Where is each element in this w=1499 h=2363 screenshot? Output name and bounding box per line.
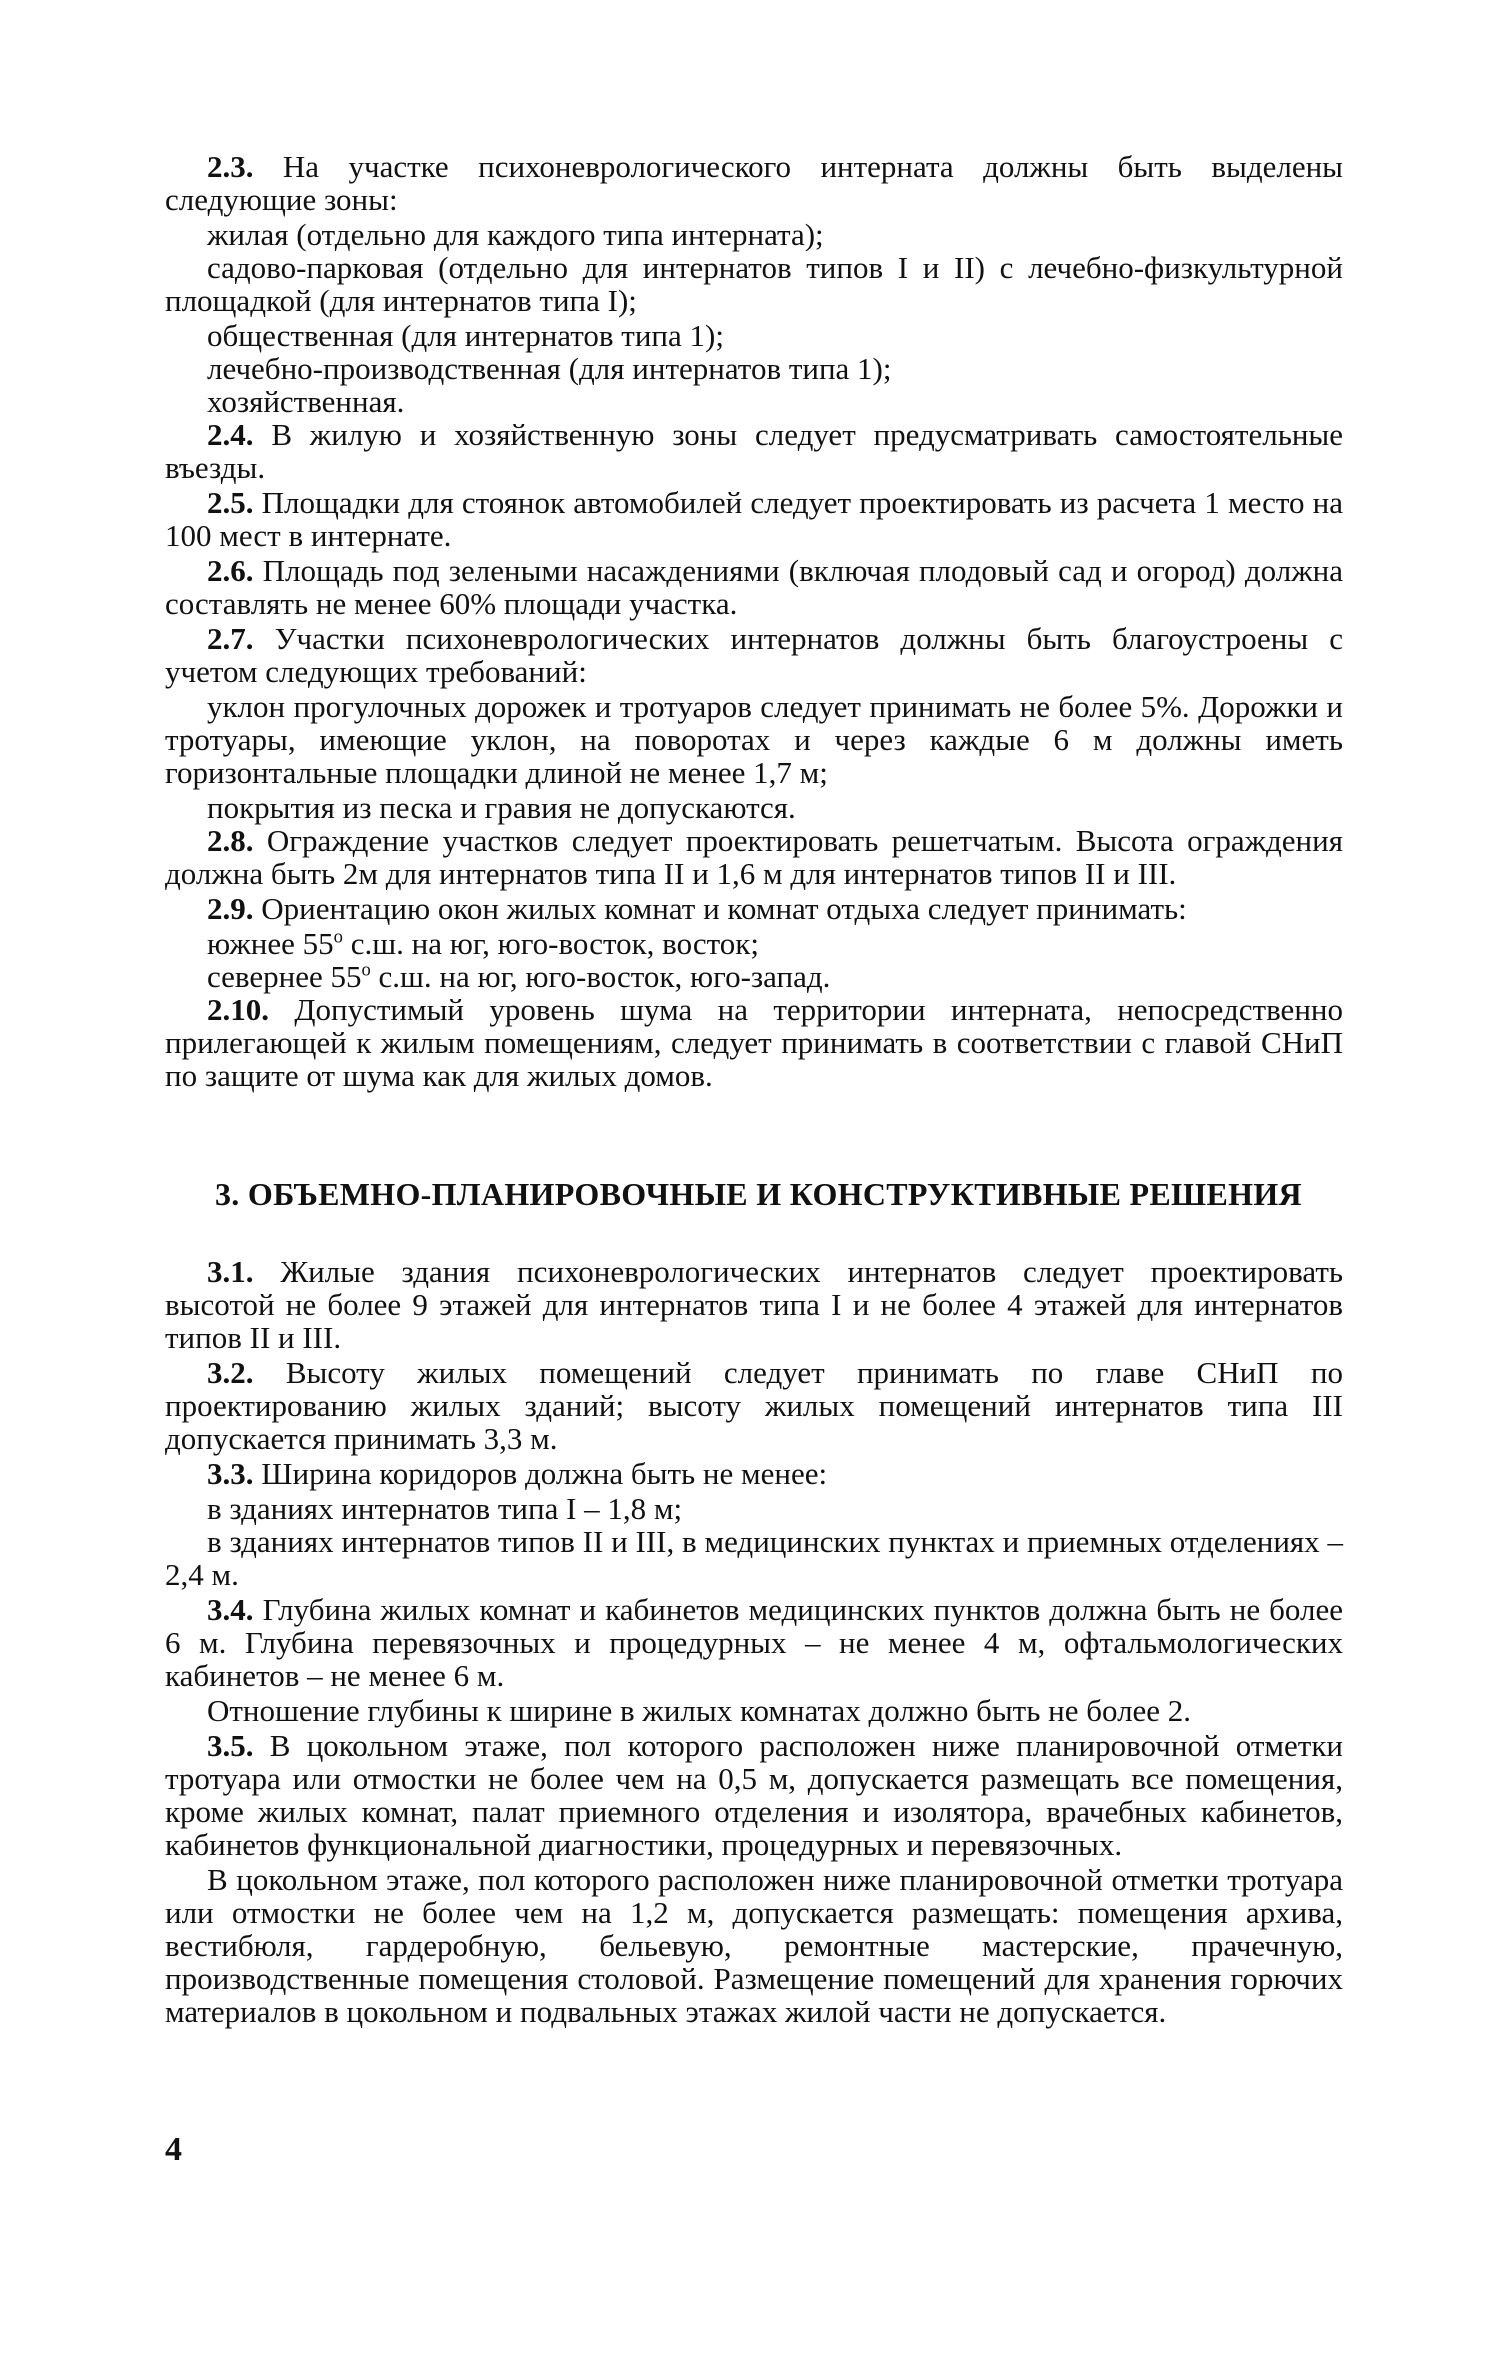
paragraph-3-4 [165,1593,1343,1692]
paragraph-3-5-b: В цокольном этаже, пол которого расположен ниже планировочной отметки тротуара или отмостки не более чем на 1,2 м, допускается размещать: помещения архива, вестибюля, гардеробную, бельевую, ремонтные мастерские, прачечную, производственные помещения столовой. Размещение помещений для хранения горючих материалов в цокольном и подвальных этажах жилой части не допускается. [165,1862,1343,2029]
clause-text: Площадь под зелеными насаждениями (включая плодовый сад и огород) должна составлять не менее 60% площади участка. [165,553,1343,621]
orientation-south [165,927,1343,960]
paragraph-2-9 [165,892,1343,925]
paragraph-2-7-a: уклон прогулочных дорожек и тротуаров следует принимать не более 5%. Дорожки и тротуары, имеющие уклон, на поворотах и через каждые 6 м должны иметь горизонтальные площадки длиной не менее 1,7 м; [165,689,1343,790]
paragraph-3-3-b: в зданиях интернатов типов II и III, в медицинских пунктах и приемных отделениях – 2,4 м. [165,1524,1343,1592]
clause-text: В жилую и хозяйственную зоны следует предусматривать самостоятельные въезды. [165,417,1344,485]
zone-item: хозяйственная. [207,384,405,419]
clause-number: 2.8. [207,823,254,858]
zone-item: жилая (отдельно для каждого типа интерната); [207,217,824,252]
paragraph-2-6 [165,554,1343,620]
degree-sign: о [333,926,343,948]
section-3-heading: 3. ОБЪЕМНО-ПЛАНИРОВОЧНЫЕ И КОНСТРУКТИВНЫЕ РЕШЕНИЯ [215,1176,1302,1212]
orientation-north-lat: севернее 55 [207,959,362,994]
clause-text: Высоту жилых помещений следует принимать по главе СНиП по проектированию жилых зданий; высоту жилых помещений интернатов типа III допускается принимать 3,3 м. [165,1355,1343,1456]
page-number: 4 [165,2131,182,2168]
zone-item: лечебно-производственная (для интернатов типа 1); [207,351,892,386]
paragraph-3-3 [165,1457,1343,1490]
orientation-south-lat: южнее 55 [207,926,334,961]
clause-text: Ширина коридоров должна быть не менее: [261,1456,828,1491]
paragraph-2-10 [165,993,1343,1092]
clause-number: 2.5. [207,485,254,520]
clause-number: 2.4. [207,417,254,452]
clause-text: В цокольном этаже, пол которого расположен ниже планировочной отметки тротуара или отмостки не более чем на 0,5 м, допускается размещать все помещения, кроме жилых комнат, палат приемного отделения и изолятора, врачебных кабинетов, кабинетов функциональной диагностики, процедурных и перевязочных. [165,1728,1344,1862]
clause-text: Ориентацию окон жилых комнат и комнат отдыха следует принимать: [261,891,1187,926]
clause-number: 3.3. [207,1456,254,1491]
paragraph-2-8 [165,824,1343,890]
clause-number: 2.9. [207,891,254,926]
paragraph-2-4 [165,418,1343,484]
clause-number: 3.2. [207,1355,254,1390]
paragraph-2-5 [165,486,1343,552]
paragraph-3-4-b: Отношение глубины к ширине в жилых комнатах должно быть не более 2. [207,1693,1192,1728]
clause-text: Допустимый уровень шума на территории интерната, непосредственно прилегающей к жилым помещениям, следует принимать в соответствии с главой СНиП по защите от шума как для жилых домов. [165,992,1343,1093]
clause-number: 3.1. [207,1254,254,1289]
degree-sign: о [361,959,371,981]
text-column [165,150,1343,2030]
zone-item: садово-парковая (отдельно для интернатов типов I и II) с лечебно-физкультурной площадкой (для интернатов типа I); [165,250,1343,318]
paragraph-3-1 [165,1255,1343,1354]
clause-number: 2.6. [207,553,254,588]
clause-text: Ограждение участков следует проектировать решетчатым. Высота ограждения должна быть 2м для интернатов типа II и 1,6 м для интернатов типов II и III. [165,823,1343,891]
clause-number: 3.4. [207,1592,254,1627]
paragraph-3-2 [165,1356,1343,1455]
paragraph-3-3-a: в зданиях интернатов типа I – 1,8 м; [207,1491,683,1526]
clause-number: 2.7. [207,621,254,656]
clause-text: Жилые здания психоневрологических интернатов следует проектировать высотой не более 9 этажей для интернатов типа I и не более 4 этажей для интернатов типов II и III. [165,1254,1344,1355]
orientation-south-dir: с.ш. на юг, юго-восток, восток; [342,926,759,961]
clause-text: Глубина жилых комнат и кабинетов медицинских пунктов должна быть не более 6 м. Глубина перевязочных и процедурных – не менее 4 м, офтальмологических кабинетов – не менее 6 м. [165,1592,1343,1693]
orientation-north-dir: с.ш. на юг, юго-восток, юго-запад. [370,959,831,994]
zone-item: общественная (для интернатов типа 1); [207,318,724,353]
paragraph-3-5 [165,1729,1343,1861]
paragraph-2-7 [165,622,1343,688]
clause-number: 2.3. [207,149,254,184]
paragraph-2-7-b: покрытия из песка и гравия не допускаются. [207,790,796,825]
clause-text: Участки психоневрологических интернатов должны быть благоустроены с учетом следующих требований: [165,621,1344,689]
orientation-north [165,960,1343,993]
clause-text: На участке психоневрологического интерната должны быть выделены следующие зоны: [165,149,1344,217]
paragraph-2-3 [165,150,1343,216]
clause-text: Площадки для стоянок автомобилей следует проектировать из расчета 1 место на 100 мест в интернате. [165,485,1344,553]
clause-number: 2.10. [207,992,269,1027]
clause-number: 3.5. [207,1728,254,1763]
